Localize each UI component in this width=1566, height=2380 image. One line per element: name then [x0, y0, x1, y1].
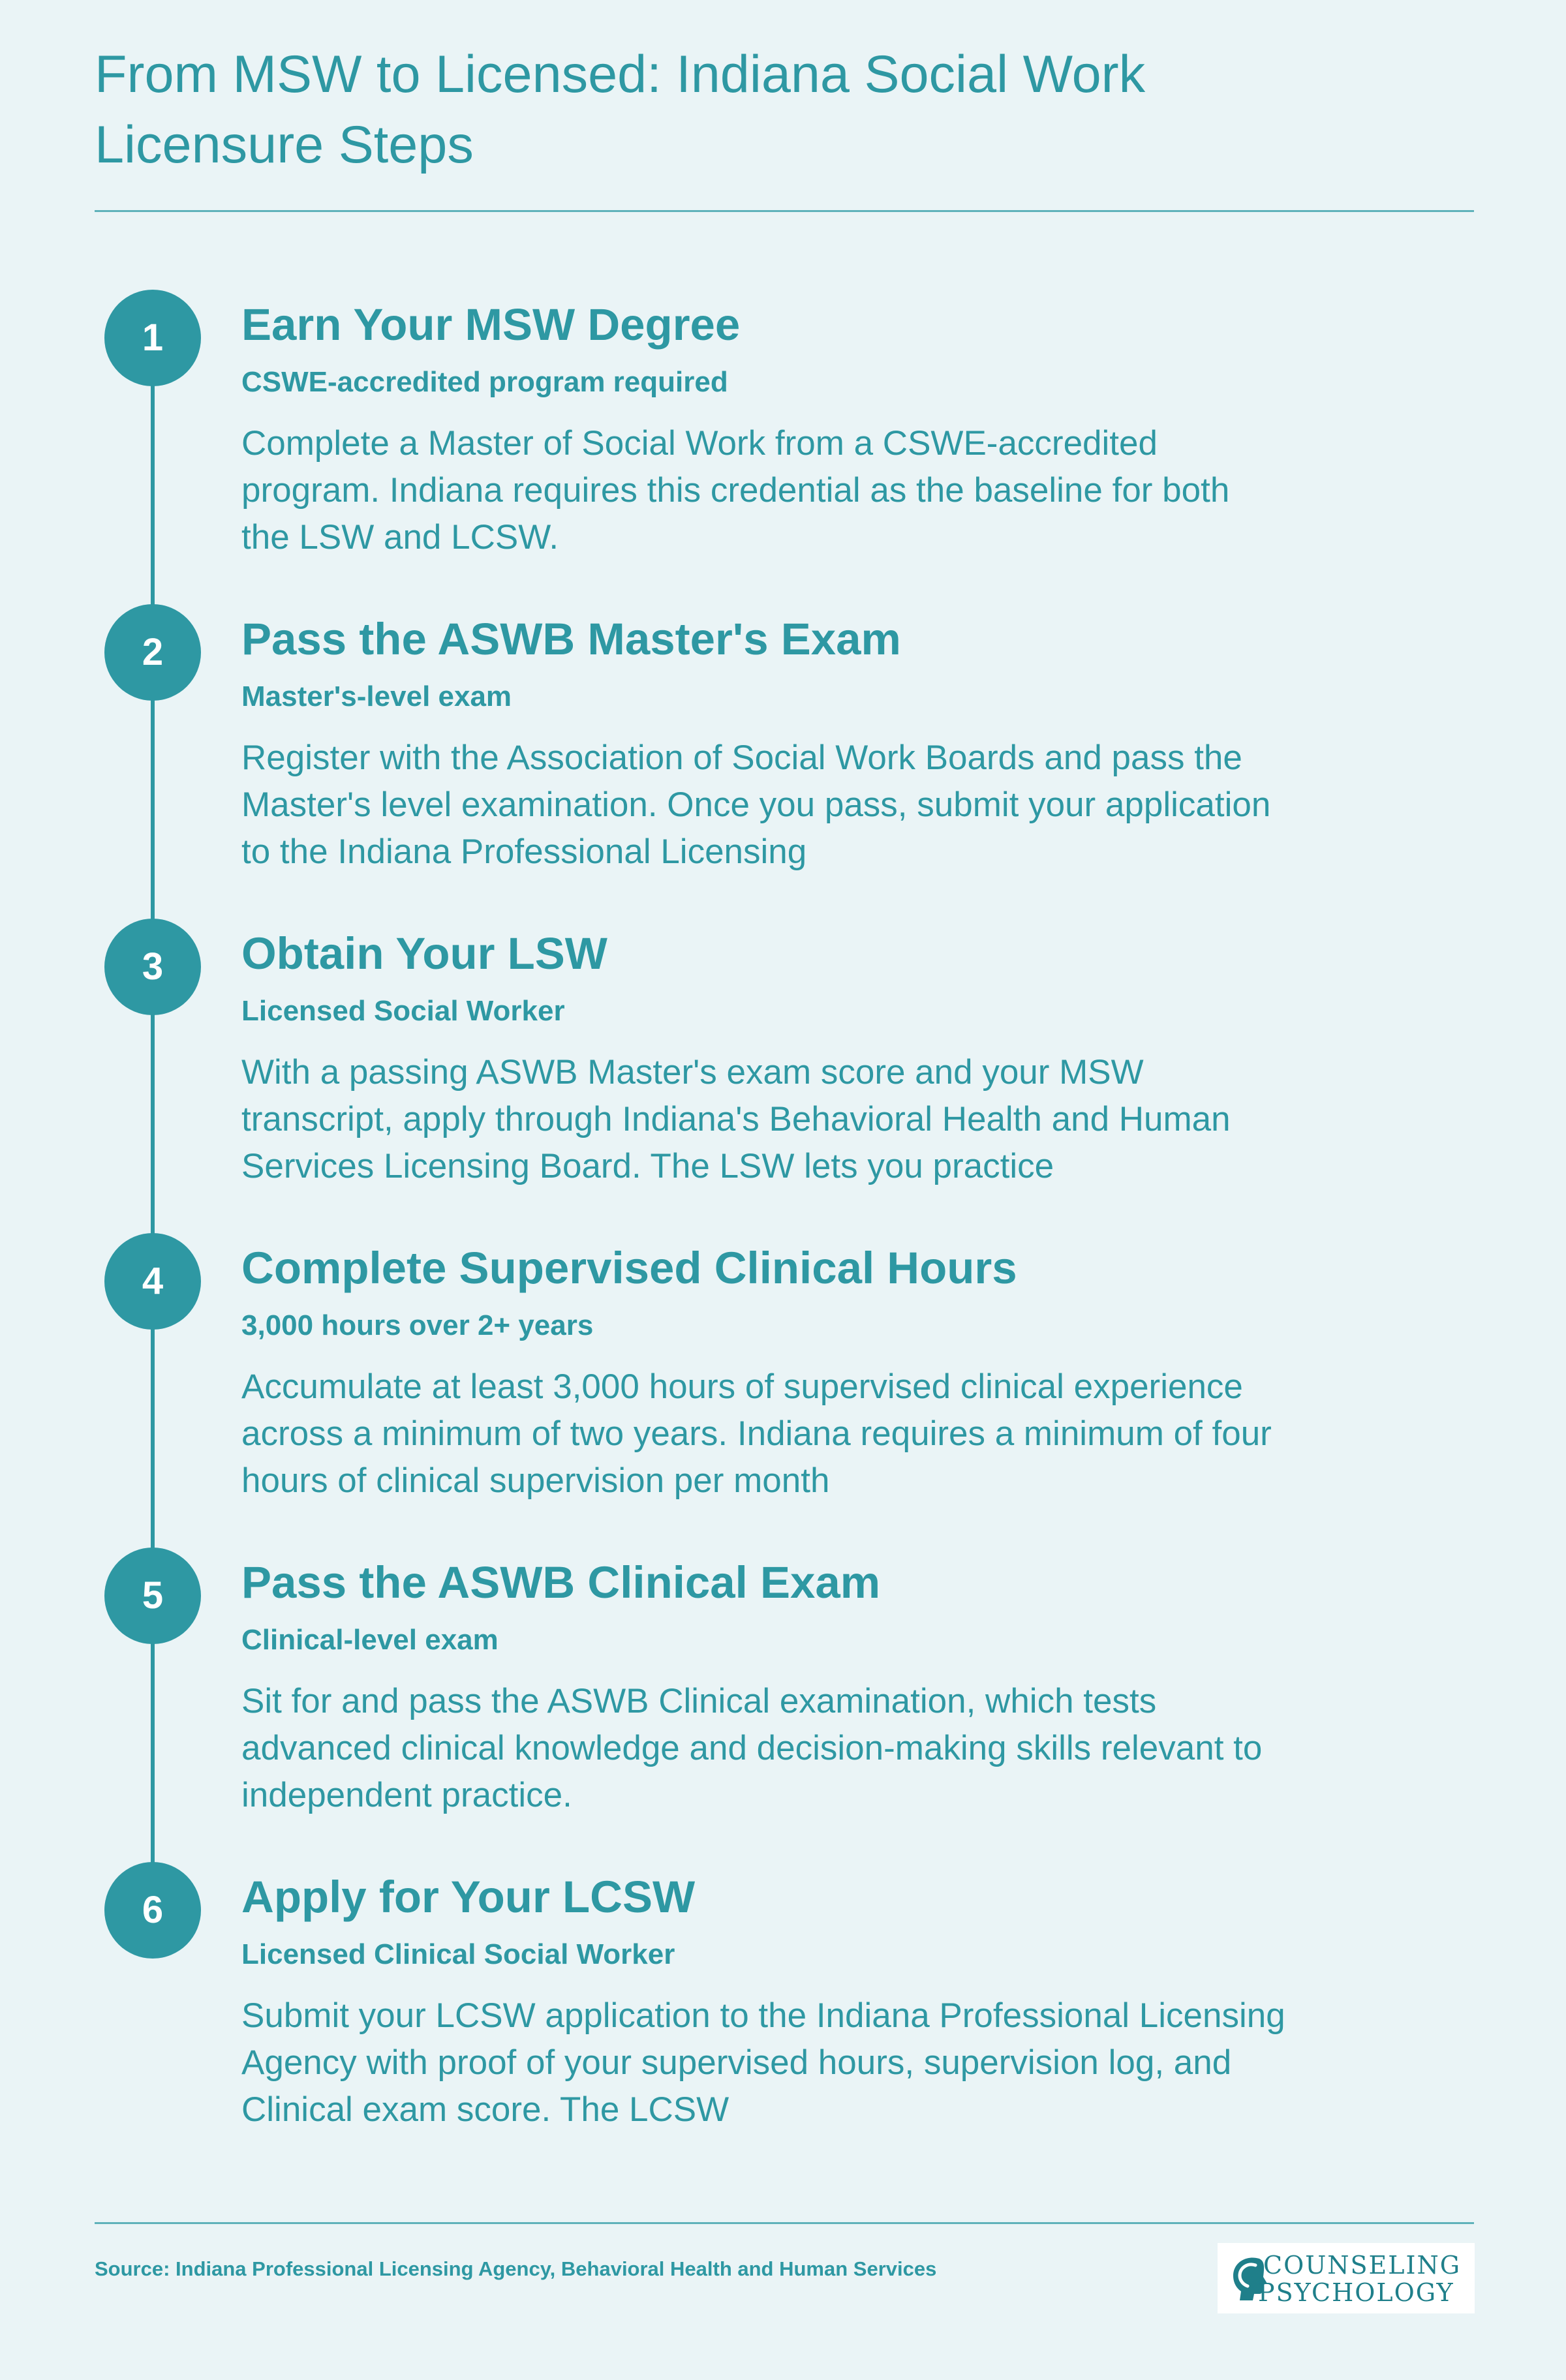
- step-number-badge: 1: [104, 290, 201, 386]
- step-description: Sit for and pass the ASWB Clinical examination, which tests advanced clinical knowledge and decision-making skills relevant to independent practice.: [241, 1682, 1263, 1814]
- step-description: With a passing ASWB Master's exam score and your MSW transcript, apply through Indiana's Behavioral Health and Human Services Licensing Board. The LSW lets you practice: [241, 1053, 1231, 1185]
- step-number-badge: 3: [104, 919, 201, 1015]
- step-subtitle: Licensed Clinical Social Worker: [241, 1938, 675, 1970]
- step-2: [0, 604, 1566, 878]
- step-description: Submit your LCSW application to the Indiana Professional Licensing Agency with proof of your supervised hours, supervision log, and Clinical exam score. The LCSW: [241, 1996, 1285, 2129]
- step-title: Earn Your MSW Degree: [241, 299, 741, 350]
- step-title: Apply for Your LCSW: [241, 1872, 696, 1922]
- step-3: [0, 919, 1566, 1193]
- step-subtitle: Master's-level exam: [241, 680, 512, 712]
- step-subtitle: Licensed Social Worker: [241, 995, 565, 1027]
- step-title: Pass the ASWB Clinical Exam: [241, 1557, 881, 1608]
- step-subtitle: CSWE-accredited program required: [241, 366, 728, 398]
- step-subtitle: Clinical-level exam: [241, 1624, 499, 1656]
- step-description: Accumulate at least 3,000 hours of supervised clinical experience across a minimum of two years. Indiana requires a minimum of four hours of clinical supervision per month: [241, 1367, 1272, 1500]
- step-number-badge: 5: [104, 1548, 201, 1644]
- source-note: Source: Indiana Professional Licensing Agency, Behavioral Health and Human Services: [95, 2257, 937, 2280]
- counseling-psychology-logo: [1218, 2243, 1475, 2313]
- step-description: Register with the Association of Social Work Boards and pass the Master's level examination. Once you pass, submit your application to the Indiana Professional Licensing: [241, 739, 1271, 871]
- step-subtitle: 3,000 hours over 2+ years: [241, 1309, 594, 1341]
- header-divider: [95, 210, 1474, 212]
- step-6: [0, 1862, 1566, 2136]
- step-title: Obtain Your LSW: [241, 928, 607, 979]
- step-number-badge: 6: [104, 1862, 201, 1959]
- page-title: From MSW to Licensed: Indiana Social Work Licensure Steps: [95, 45, 1146, 174]
- step-1: [0, 290, 1566, 564]
- step-5: [0, 1548, 1566, 1822]
- step-description: Complete a Master of Social Work from a CSWE-accredited program. Indiana requires this credential as the baseline for both the LSW and LCSW.: [241, 424, 1230, 557]
- footer-divider: [95, 2222, 1474, 2224]
- logo-text-bottom: PSYCHOLOGY: [1258, 2278, 1454, 2307]
- step-number-badge: 4: [104, 1233, 201, 1330]
- logo-text-top: COUNSELING: [1263, 2251, 1462, 2280]
- step-title: Complete Supervised Clinical Hours: [241, 1243, 1017, 1293]
- step-number-badge: 2: [104, 604, 201, 701]
- step-title: Pass the ASWB Master's Exam: [241, 614, 901, 664]
- step-4: [0, 1233, 1566, 1507]
